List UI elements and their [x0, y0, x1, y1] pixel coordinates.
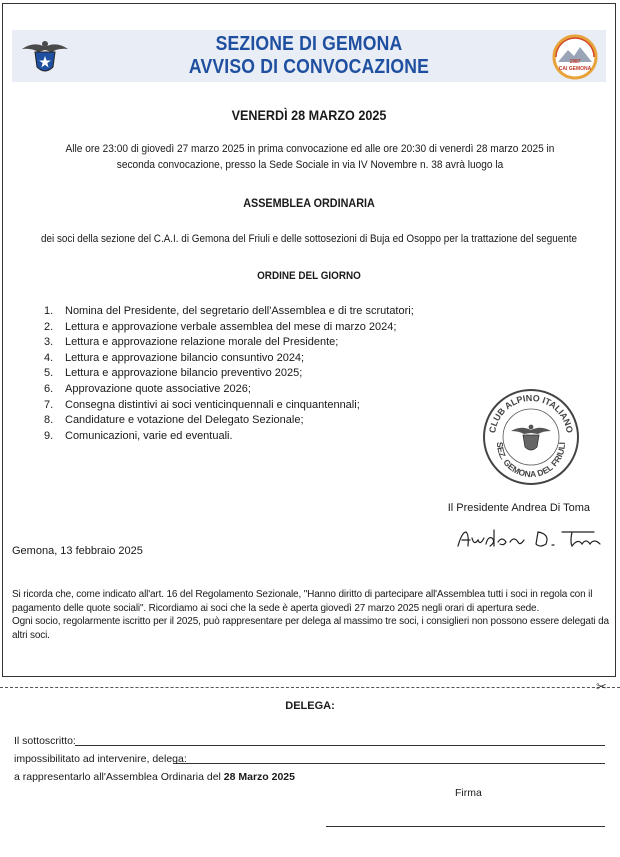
agenda-item-number: 5. [44, 367, 54, 380]
agenda-item [40, 351, 414, 367]
agenda-item-number: 3. [44, 336, 54, 349]
president-name: Il Presidente Andrea Di Toma [447, 502, 590, 514]
cai-gemona-logo [548, 34, 602, 80]
rules-note [12, 588, 610, 642]
agenda-item-text: Lettura e approvazione verbale assemblea del mese di marzo 2024; [65, 320, 397, 333]
scissors-icon: ✂ [596, 679, 607, 694]
agenda-item-text: Lettura e approvazione bilancio consuntivo 2024; [65, 351, 305, 364]
undersigned-label: Il sottoscritto: [14, 735, 76, 747]
agenda-item-text: Candidature e votazione del Delegato Sezionale; [65, 414, 304, 427]
agenda-item-text: Lettura e approvazione bilancio preventivo 2025; [65, 367, 303, 380]
stamp-bottom-text: SEZ. GEMONA DEL FRIULI [494, 441, 568, 480]
section-title: SEZIONE DI GEMONA [215, 33, 403, 55]
club-stamp-icon [481, 387, 581, 487]
header-banner [12, 30, 606, 82]
agenda-list [40, 304, 414, 444]
logo-caption: CAI GEMONA [558, 66, 592, 72]
notice-title: AVVISO DI CONVOCAZIONE [188, 56, 430, 78]
meeting-date-heading: VENERDÌ 28 MARZO 2025 [231, 107, 387, 123]
agenda-item [40, 304, 414, 320]
agenda-item [40, 382, 414, 398]
stamp-top-text: CLUB ALPINO ITALIANO [487, 392, 575, 434]
agenda-item-number: 4. [44, 351, 54, 364]
delega-title: DELEGA: [285, 700, 335, 712]
delegate-label: impossibilitato ad intervenire, delega: [14, 753, 187, 765]
represent-date: 28 Marzo 2025 [223, 771, 295, 783]
agenda-item-number: 6. [44, 382, 54, 395]
agenda-item [40, 366, 414, 382]
agenda-item-text: Consegna distintivi ai soci venticinquennali e cinquantennali; [65, 398, 360, 411]
place-date: Gemona, 13 febbraio 2025 [12, 545, 143, 557]
undersigned-line[interactable] [75, 745, 605, 746]
agenda-item-number: 2. [44, 320, 54, 333]
agenda-item-number: 1. [44, 305, 54, 317]
agenda-item-number: 7. [44, 398, 54, 411]
agenda-item [40, 320, 414, 336]
agenda-item [40, 335, 414, 351]
proxy-note-paragraph: Ogni socio, regolarmente iscritto per il 2025, può rappresentare per delega al massimo tre soci, i consiglieri non possono essere delegati da altri soci. [12, 616, 609, 641]
president-signature [454, 526, 604, 552]
signature-label: Firma [455, 787, 482, 799]
agenda-item-number: 8. [44, 414, 54, 427]
represent-prefix: a rappresentarlo all'Assemblea Ordinaria del [14, 771, 224, 783]
agenda-item-text: Comunicazioni, varie ed eventuali. [65, 429, 233, 442]
signature-line[interactable] [326, 826, 605, 827]
mountain-emblem-icon [548, 34, 602, 80]
members-line: dei soci della sezione del C.A.I. di Gemona del Friuli e delle sottosezioni di Buja ed Osoppo per la trattazione del seguente [40, 233, 578, 245]
cut-line [0, 687, 620, 688]
agenda-item-text: Nomina del Presidente, del segretario dell'Assemblea e di tre scrutatori; [65, 305, 414, 317]
agenda-item [40, 398, 414, 414]
assembly-type: ASSEMBLEA ORDINARIA [243, 196, 375, 210]
delegate-line[interactable] [173, 763, 605, 764]
agenda-item-number: 9. [44, 429, 54, 442]
agenda-item [40, 413, 414, 429]
agenda-item [40, 429, 414, 445]
agenda-title: ORDINE DEL GIORNO [257, 270, 361, 282]
agenda-item-text: Lettura e approvazione relazione morale del Presidente; [65, 336, 339, 349]
agenda-item-text: Approvazione quote associative 2026; [65, 382, 251, 395]
represent-line [14, 771, 295, 783]
rules-note-paragraph: Si ricorda che, come indicato all'art. 16 del Regolamento Sezionale, "Hanno diritto di partecipare all'Assemblea tutti i soci in regola con il pagamento delle quote sociali". Ricordiamo ai soci che la sede è aperta giovedì 27 marzo 2025 negli orari di apertura sede. [12, 589, 593, 614]
logo-year: 1987 [569, 59, 581, 65]
meeting-intro: Alle ore 23:00 di giovedì 27 marzo 2025 in prima convocazione ed alle ore 20:30 di venerdì 28 marzo 2025 in seconda convocazione, presso la Sede Sociale in via IV Novembre n. 38 avrà luogo la [65, 143, 555, 171]
